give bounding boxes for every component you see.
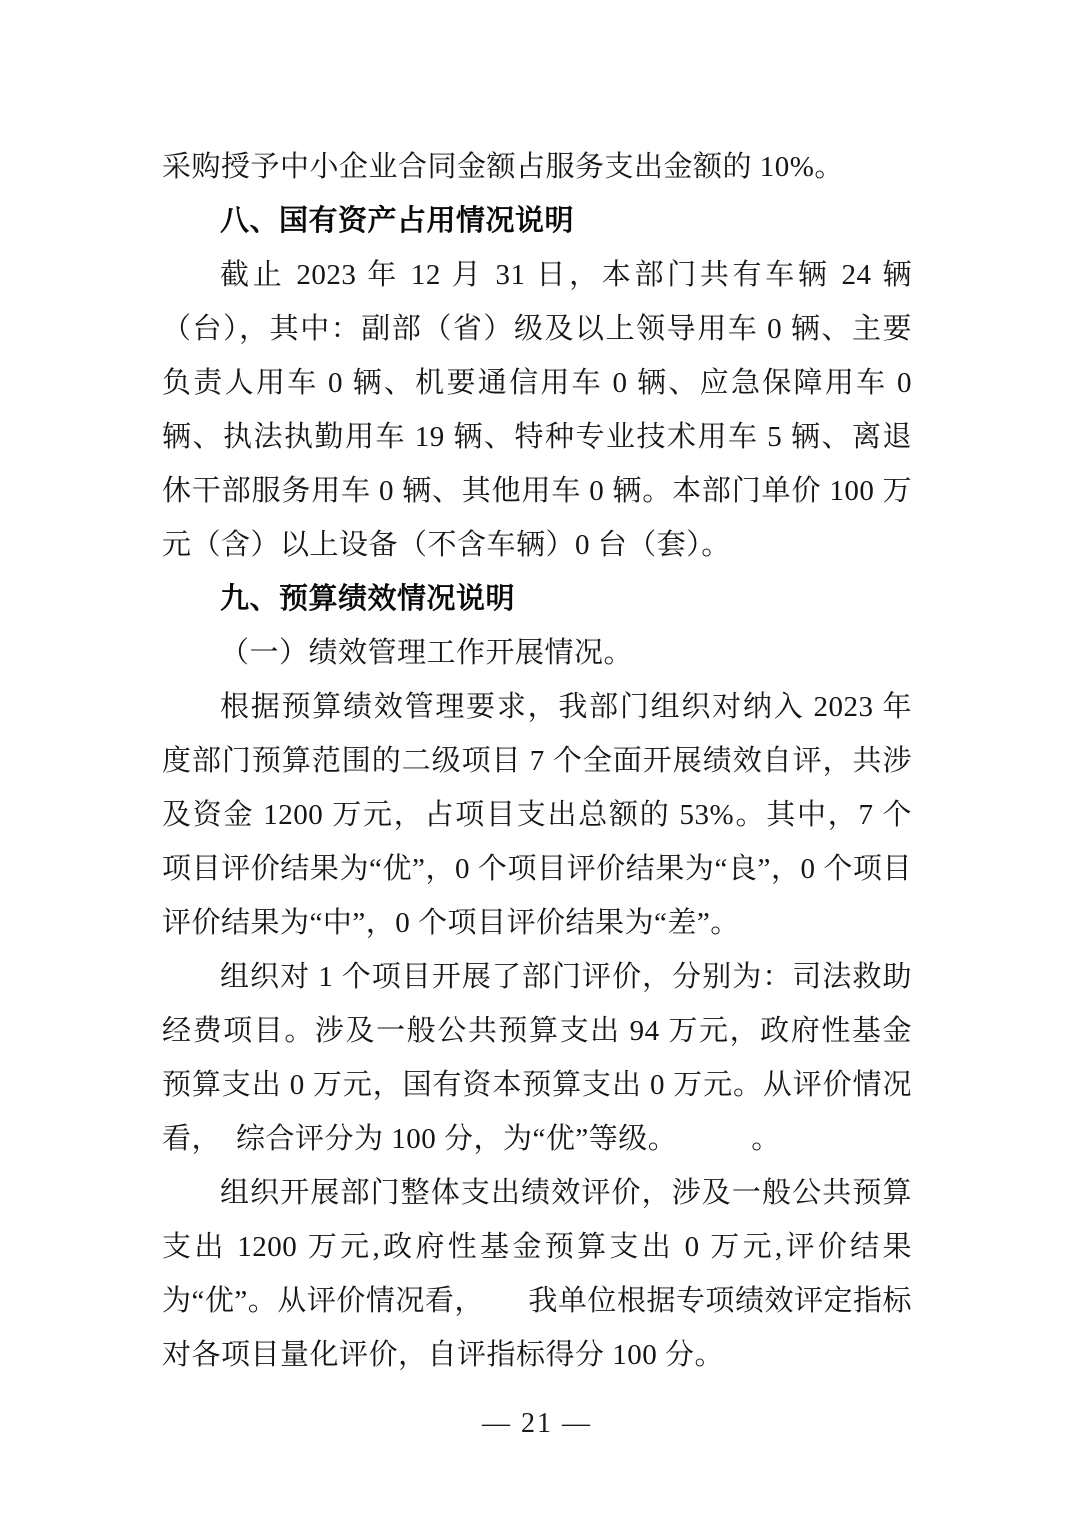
paragraph-procurement-continuation: 采购授予中小企业合同金额占服务支出金额的 10%。 [162, 151, 844, 183]
paragraph-vehicles-and-equipment: 截止 2023 年 12 月 31 日，本部门共有车辆 24 辆（台），其中：副部（省）级及以上领导用车 0 辆、主要负责人用车 0 辆、机要通信用车 0 辆、应急保障用车 0 辆、执法执勤用车 19 辆、特种专业技术用车 5 辆、离退休干部服务用车 0 辆、其他用车 0 辆。本部门单价 100 万元（含）以上设备（不含车辆）0 台（套）。 [162, 259, 912, 561]
paragraph-department-evaluation: 组织对 1 个项目开展了部门评价，分别为：司法救助经费项目。涉及一般公共预算支出 94 万元，政府性基金预算支出 0 万元，国有资本预算支出 0 万元。从评价情况看， 综合评分为 100 分，为“优”等级。 。 [162, 961, 912, 1155]
paragraph-overall-expenditure-evaluation: 组织开展部门整体支出绩效评价，涉及一般公共预算支出 1200 万元,政府性基金预算支出 0 万元,评价结果为“优”。从评价情况看， 我单位根据专项绩效评定指标对各项目量化评价，自评指标得分 100 分。 [162, 1177, 912, 1371]
document-body [162, 140, 912, 1382]
paragraph-performance-management-subtitle: （一）绩效管理工作开展情况。 [220, 637, 634, 669]
page-number: — 21 — [482, 1408, 592, 1439]
heading-section-8-state-assets: 八、国有资产占用情况说明 [220, 205, 575, 237]
paragraph-self-evaluation-projects: 根据预算绩效管理要求，我部门组织对纳入 2023 年度部门预算范围的二级项目 7 个全面开展绩效自评，共涉及资金 1200 万元，占项目支出总额的 53%。其中，7 个项目评价结果为“优”，0 个项目评价结果为“良”，0 个项目评价结果为“中”，0 个项目评价结果为“差”。 [162, 691, 912, 939]
heading-section-9-budget-performance: 九、预算绩效情况说明 [220, 583, 516, 615]
